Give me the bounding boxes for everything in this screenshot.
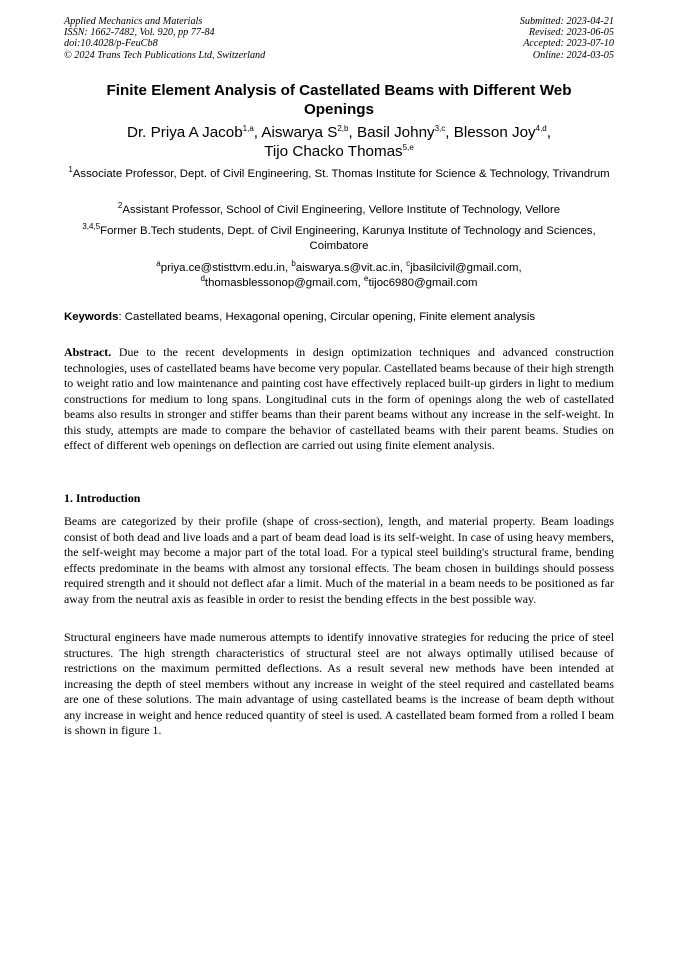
journal-doi: doi:10.4028/p-FeuCb8 xyxy=(64,38,158,50)
abstract xyxy=(64,345,614,454)
journal-name: Applied Mechanics and Materials xyxy=(64,16,203,27)
body-paragraph: Beams are categorized by their profile (shape of cross-section), length, and material property. Beam loadings consist of both dead and live loads and a part of beam dead load is its self-weight. In case of using heavy members, the self-weight may become a major part of the total load. For a typical steel building's structural frame, bending effects predominate in the beams with almost any torsional effects. The beam chosen in buildings should possess required strength and it should not deflect afar a limit. Much of the material in a beam needs to be positioned as far away from the neutral axis as feasible in order to resist the bending effects in the best possible way. xyxy=(64,514,614,606)
author-affiliation-mark: 1,a xyxy=(242,123,254,133)
email-link[interactable]: jbasilcivil@gmail.com, xyxy=(410,262,522,274)
abstract-label: Abstract. xyxy=(64,345,112,359)
section-heading: 1. Introduction xyxy=(64,491,141,505)
email-link[interactable]: tijoc6980@gmail.com xyxy=(368,277,478,289)
author-list: Dr. Priya A Jacob$^{1,a}$, Aiswarya S$^{2,b}$, Basil Johny$^{3,c}$, Blesson Joy$^{4,d}$, Tijo Chacko Thomas$^{5,e}$ xyxy=(127,123,551,160)
journal-info xyxy=(64,16,265,61)
date-revised: Revised: 2023-06-05 xyxy=(528,27,614,39)
journal-copyright: © 2024 Trans Tech Publications Ltd, Switzerland xyxy=(64,49,266,61)
author-affiliation-mark: 2,b xyxy=(337,123,349,133)
affiliation: $^1$Associate Professor, Dept. of Civil Engineering, St. Thomas Institute for Science & Technology, Trivandrum xyxy=(68,165,610,180)
author-affiliation-mark: 5,e xyxy=(402,142,414,152)
abstract-text: Due to the recent developments in design optimization techniques and advanced construction technologies, uses of castellated beams have become very popular. Castellated beams because of their high strength to weight ratio and low maintenance and painting cost have effectively replaced built-up girders in light to medium constructions for medium to long spans. Longitudinal cuts in the form of openings along the web of castellated beams also results in stronger and stiffer beams than their parent beams without any increase in the self-weight. In this study, attempts are made to compare the behavior of castellated beams with their parent beams. Studies on effect of different web openings on deflection are carried out using finite element analysis. xyxy=(64,345,614,452)
author-name: Blesson Joy xyxy=(453,124,536,141)
keywords-label: Keywords xyxy=(64,311,119,323)
paper-title: Finite Element Analysis of Castellated Beams with Different Web Openings xyxy=(106,82,572,118)
email-link[interactable]: thomasblessonop@gmail.com, xyxy=(204,277,365,289)
affiliation: $^2$Assistant Professor, School of Civil Engineering, Vellore Institute of Technology, Vellore xyxy=(117,201,561,216)
date-online: Online: 2024-03-05 xyxy=(532,49,614,61)
keywords xyxy=(64,310,614,325)
date-accepted: Accepted: 2023-07-10 xyxy=(523,38,614,50)
author-name: Aiswarya S xyxy=(261,124,338,141)
email-link[interactable]: priya.ce@stisttvm.edu.in, xyxy=(160,262,292,274)
author-name: Tijo Chacko Thomas xyxy=(264,143,403,160)
keywords-text: : Castellated beams, Hexagonal opening, Circular opening, Finite element analysis xyxy=(118,311,536,323)
affiliation: $^{3,4,5}$Former B.Tech students, Dept. of Civil Engineering, Karunya Institute of Technology and Sciences, Coimbatore xyxy=(82,222,596,252)
body-paragraph: Structural engineers have made numerous attempts to identify innovative strategies for reducing the price of steel structures. The high strength characteristics of structural steel are not always optimally utilised because of restrictions on the maximum permitted deflections. As a result several new methods have been intended at increasing the depth of steel members without any increase in weight of the steel required and castellated beams are one of these solutions. The main advantage of using castellated beams is the increase of beam depth without any increase in weight and hence reduced quantity of steel is used. A castellated beam formed from a rolled I beam is shown in figure 1. xyxy=(64,630,614,737)
submission-dates xyxy=(520,16,614,61)
email-link[interactable]: aiswarya.s@vit.ac.in, xyxy=(295,262,407,274)
author-name: Basil Johny xyxy=(356,124,435,141)
date-submitted: Submitted: 2023-04-21 xyxy=(519,16,614,27)
author-name: Dr. Priya A Jacob xyxy=(127,124,243,141)
journal-issn: ISSN: 1662-7482, Vol. 920, pp 77-84 xyxy=(64,27,215,39)
author-affiliation-mark: 3,c xyxy=(434,123,446,133)
author-emails: $^a$priya.ce@stisttvm.edu.in, $^b$aiswarya.s@vit.ac.in, $^c$jbasilcivil@gmail.com, $^d$thomasblessonop@gmail.com, $^e$tijoc6980@gmail.com xyxy=(156,259,522,289)
author-affiliation-mark: 4,d xyxy=(535,123,547,133)
